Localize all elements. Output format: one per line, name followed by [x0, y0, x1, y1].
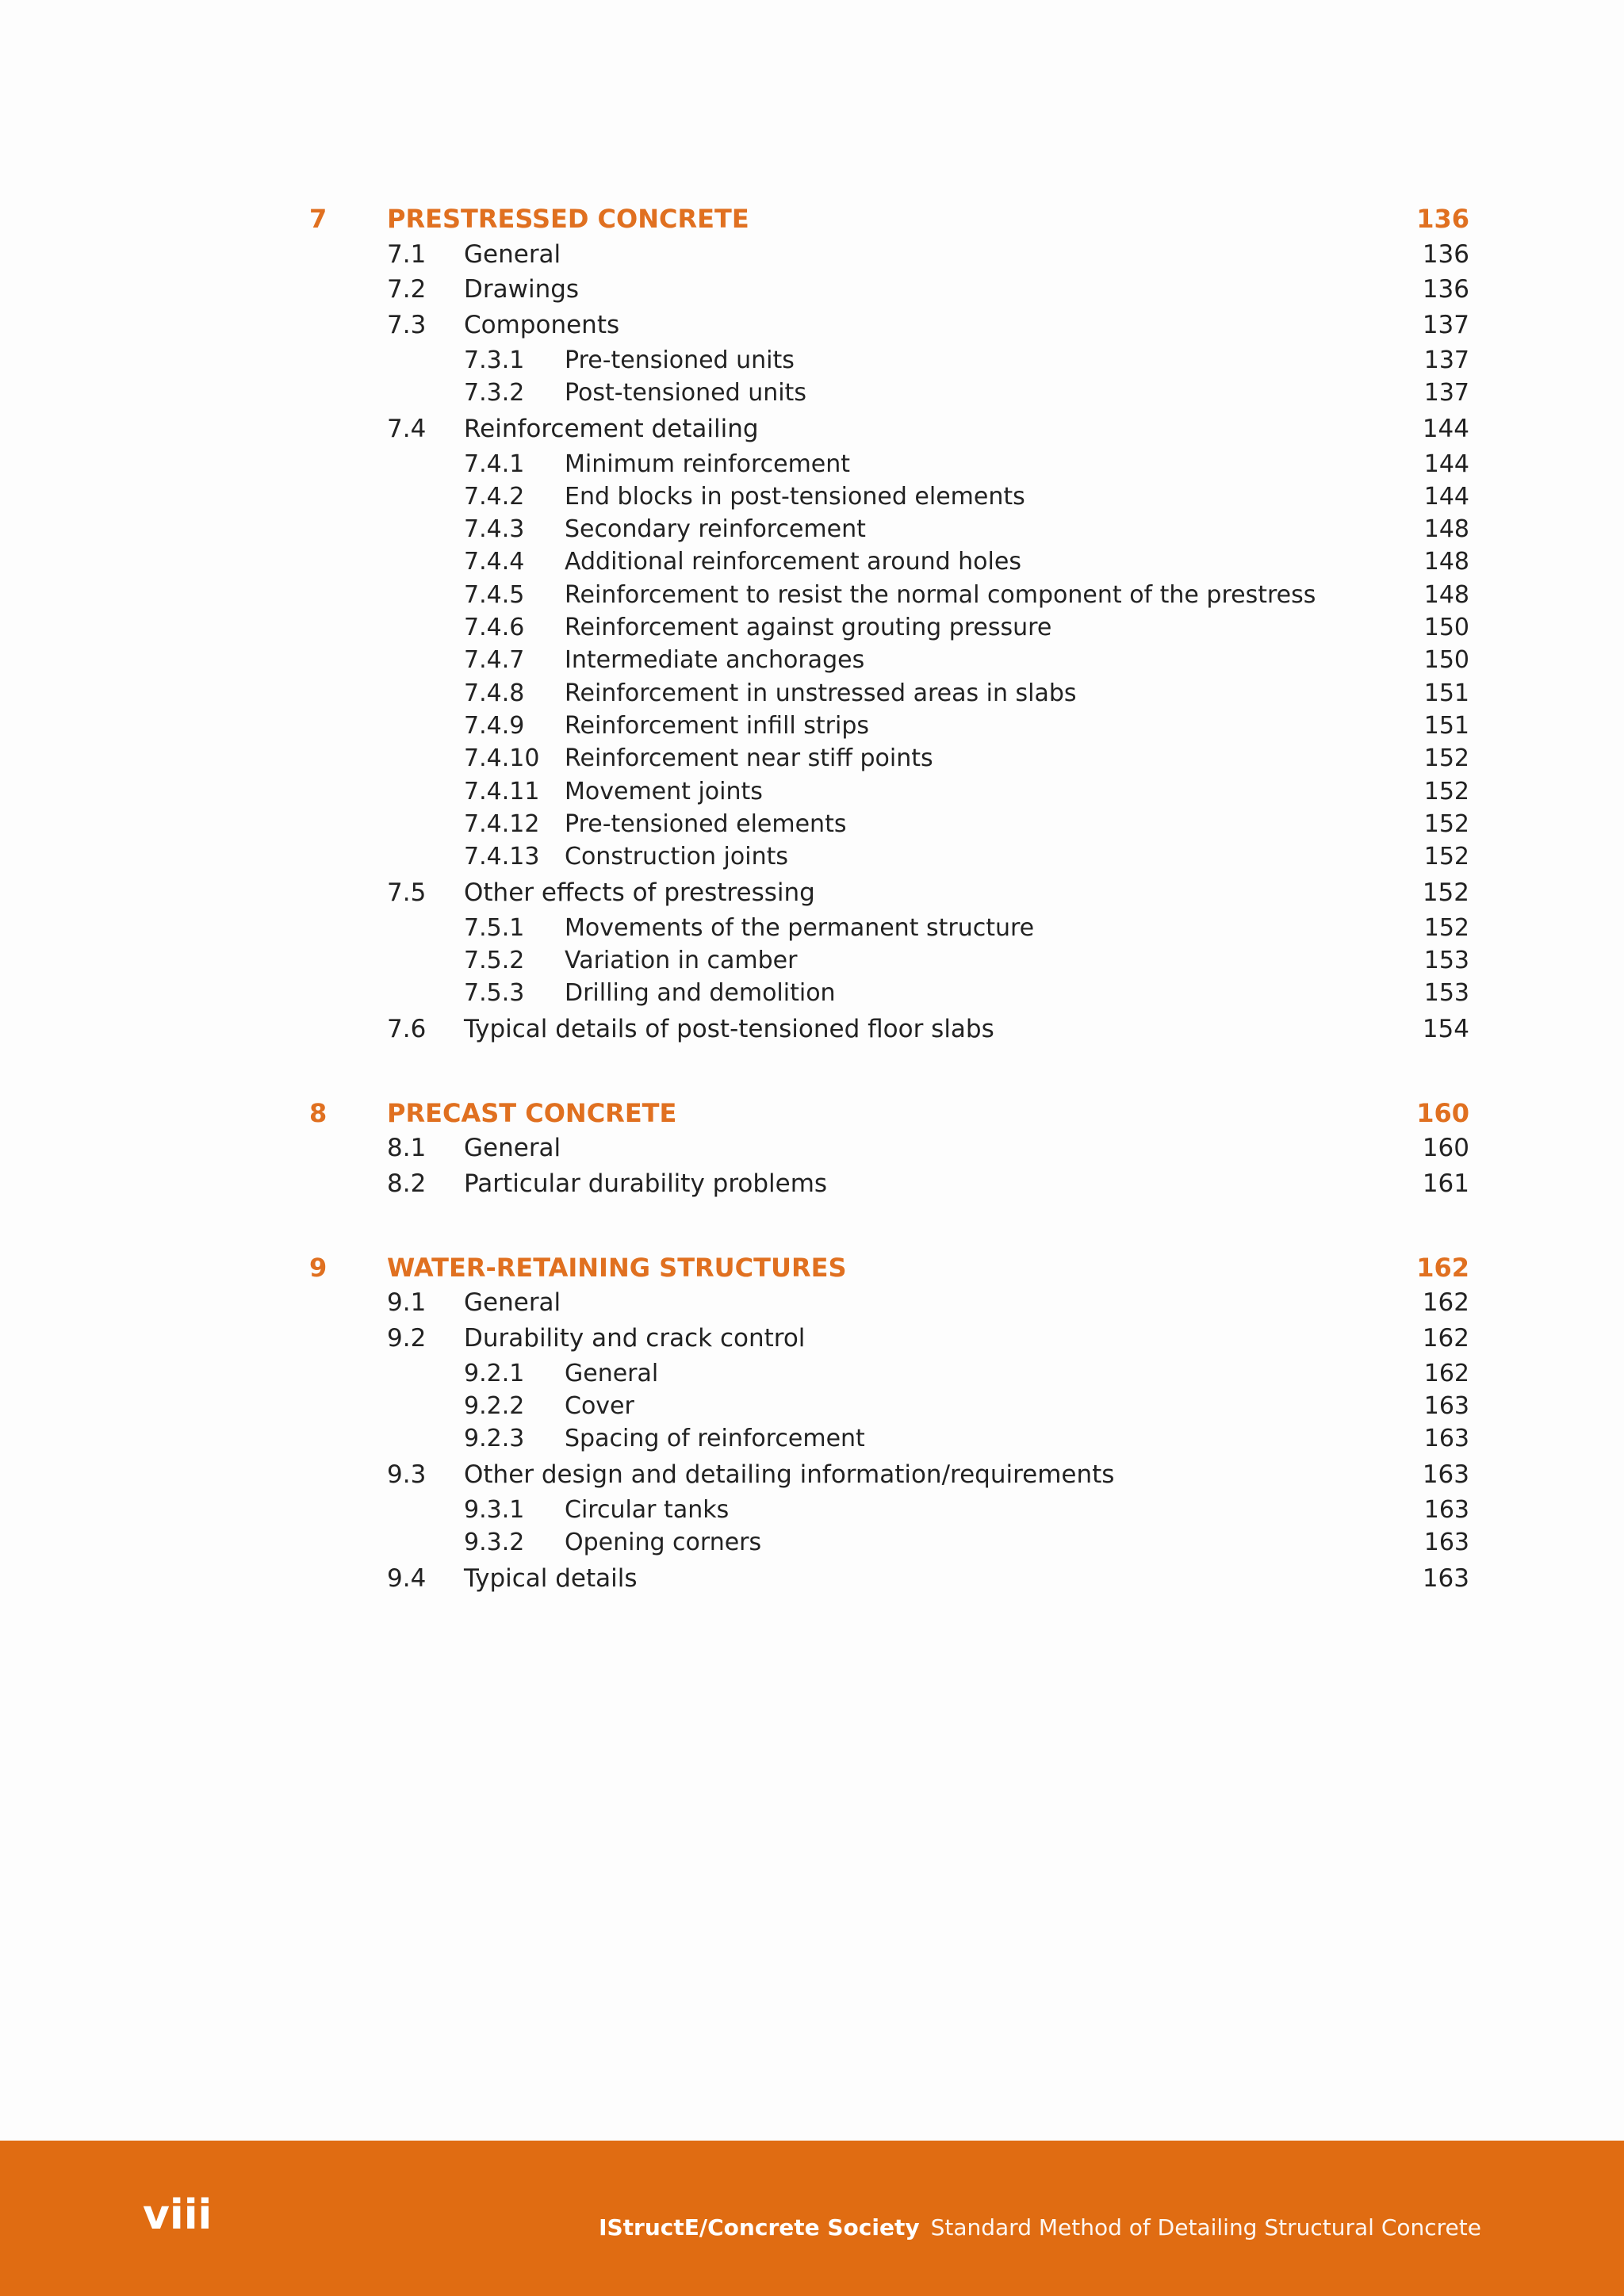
toc-entry-section — [0, 1321, 1624, 1356]
toc-number: 9.3.2 — [464, 1529, 525, 1556]
toc-page-number: 150 — [1423, 646, 1469, 675]
toc-entry-chapter — [0, 1250, 1624, 1285]
toc-entry-sub — [0, 545, 1624, 580]
toc-page-number: 136 — [1422, 239, 1469, 269]
toc-title: Additional reinforcement around holes — [565, 548, 1021, 576]
toc-page-number: 150 — [1423, 614, 1469, 641]
toc-title: Post-tensioned units — [565, 379, 806, 408]
toc-title: Typical details of post-tensioned floor slabs — [464, 1014, 994, 1043]
toc-page-number: 152 — [1423, 843, 1469, 871]
toc-title: Reinforcement infill strips — [565, 711, 870, 740]
toc-title: Components — [464, 311, 620, 340]
toc-title: Movements of the permanent structure — [565, 913, 1035, 942]
toc-page-number: 148 — [1423, 515, 1469, 544]
toc-number: 9.3 — [387, 1460, 427, 1489]
toc-page-number: 137 — [1422, 311, 1469, 340]
toc-number: 7.1 — [387, 239, 427, 269]
toc-entry-sub — [0, 840, 1624, 874]
toc-title: Construction joints — [565, 843, 788, 871]
toc-title: Other effects of prestressing — [464, 878, 815, 907]
toc-title: PRECAST CONCRETE — [387, 1097, 677, 1128]
toc-entry-chapter — [0, 201, 1624, 236]
toc-number: 7.3 — [387, 311, 427, 340]
toc-page-number: 152 — [1423, 913, 1469, 942]
toc-page-number: 136 — [1416, 204, 1469, 234]
toc-number: 7.4.6 — [464, 614, 525, 641]
toc-entry-sub — [0, 911, 1624, 946]
toc-number: 7.4.4 — [464, 548, 525, 576]
toc-number: 9.2 — [387, 1324, 427, 1353]
toc-title: PRESTRESSED CONCRETE — [387, 204, 749, 234]
toc-title: Particular durability problems — [464, 1169, 828, 1198]
toc-number: 7.5.3 — [464, 979, 525, 1008]
toc-number: 9.4 — [387, 1563, 427, 1593]
toc-page-number: 153 — [1423, 979, 1469, 1008]
toc-entry-sub — [0, 741, 1624, 776]
toc-number: 7.4.10 — [464, 744, 540, 773]
toc-title: Reinforcement near stiff points — [565, 744, 933, 773]
toc-page-number: 163 — [1423, 1392, 1469, 1420]
toc-title: Secondary reinforcement — [565, 515, 866, 544]
toc-title: Minimum reinforcement — [565, 450, 851, 478]
toc-entry-sub — [0, 376, 1624, 411]
toc-entry-sub — [0, 512, 1624, 547]
toc-title: Reinforcement in unstressed areas in slabs — [565, 679, 1077, 707]
toc-entry-sub — [0, 643, 1624, 678]
toc-page-number: 162 — [1423, 1359, 1469, 1387]
toc-page-number: 160 — [1422, 1134, 1469, 1163]
toc-page-number: 152 — [1423, 777, 1469, 806]
toc-title: General — [464, 1288, 561, 1318]
toc-page-number: 136 — [1422, 275, 1469, 304]
toc-entry-sub — [0, 578, 1624, 613]
toc-number: 7.4.11 — [464, 777, 540, 806]
running-footer — [599, 2212, 1481, 2244]
toc-number: 8.1 — [387, 1134, 427, 1163]
toc-entry-section — [0, 1457, 1624, 1492]
toc-number: 7.2 — [387, 275, 427, 304]
toc-title: Cover — [565, 1392, 634, 1420]
footer-book-title: Standard Method of Detailing Structural Concrete — [930, 2214, 1481, 2241]
toc-number: 7.5 — [387, 878, 427, 907]
toc-number: 7.5.1 — [464, 913, 525, 942]
toc-entry-section — [0, 237, 1624, 272]
toc-number: 9 — [309, 1252, 327, 1283]
toc-number: 7 — [309, 204, 327, 234]
toc-page-number: 162 — [1422, 1288, 1469, 1318]
toc-title: General — [565, 1359, 659, 1387]
toc-page-number: 154 — [1422, 1014, 1469, 1043]
toc-number: 9.1 — [387, 1288, 427, 1318]
toc-title: Intermediate anchorages — [565, 646, 865, 675]
footer-publisher: IStructE/Concrete Society — [599, 2214, 920, 2241]
toc-page-number: 153 — [1423, 946, 1469, 974]
toc-number: 9.3.1 — [464, 1495, 525, 1524]
toc-entry-sub — [0, 676, 1624, 711]
toc-entry-section — [0, 875, 1624, 910]
toc-number: 7.4.5 — [464, 580, 525, 609]
toc-entry-section — [0, 272, 1624, 307]
toc-title: Typical details — [464, 1563, 638, 1593]
toc-number: 7.3.1 — [464, 346, 525, 374]
toc-page-number: 144 — [1423, 482, 1469, 511]
toc-title: Other design and detailing information/requirements — [464, 1460, 1115, 1489]
toc-title: WATER-RETAINING STRUCTURES — [387, 1252, 847, 1283]
toc-page-number: 163 — [1423, 1529, 1469, 1556]
toc-number: 7.4.9 — [464, 711, 525, 740]
toc-number: 7.4.1 — [464, 450, 525, 478]
toc-title: Opening corners — [565, 1529, 762, 1556]
toc-title: Drilling and demolition — [565, 979, 836, 1008]
toc-number: 7.3.2 — [464, 379, 525, 408]
toc-entry-section — [0, 1166, 1624, 1201]
toc-entry-sub — [0, 480, 1624, 515]
toc-title: Spacing of reinforcement — [565, 1425, 865, 1453]
toc-entry-sub — [0, 1422, 1624, 1456]
toc-title: Drawings — [464, 275, 580, 304]
toc-number: 7.6 — [387, 1014, 427, 1043]
toc-page-number: 137 — [1423, 346, 1469, 374]
toc-entry-sub — [0, 343, 1624, 378]
toc-page-number: 160 — [1416, 1097, 1469, 1128]
toc-page-number: 163 — [1422, 1460, 1469, 1489]
toc-page-number: 152 — [1423, 809, 1469, 838]
toc-entry-chapter — [0, 1096, 1624, 1131]
toc-title: End blocks in post-tensioned elements — [565, 482, 1025, 511]
toc-page-number: 152 — [1422, 878, 1469, 907]
toc-title: General — [464, 1134, 561, 1163]
toc-number: 7.4.13 — [464, 843, 540, 871]
toc-number: 8 — [309, 1097, 327, 1128]
toc-page-number: 148 — [1423, 548, 1469, 576]
toc-page-number: 163 — [1423, 1495, 1469, 1524]
page-footer — [0, 2141, 1624, 2296]
toc-title: Reinforcement detailing — [464, 414, 759, 443]
toc-page-number: 148 — [1423, 580, 1469, 609]
toc-number: 7.4.8 — [464, 679, 525, 707]
toc-page-number: 163 — [1422, 1563, 1469, 1593]
toc-page-number: 162 — [1416, 1252, 1469, 1283]
toc-page-number: 161 — [1422, 1169, 1469, 1198]
toc-title: Reinforcement against grouting pressure — [565, 614, 1052, 641]
toc-entry-sub — [0, 807, 1624, 842]
toc-page-number: 151 — [1423, 679, 1469, 707]
toc-entry-sub — [0, 1389, 1624, 1424]
toc-number: 9.2.3 — [464, 1425, 525, 1453]
toc-number: 7.4.3 — [464, 515, 525, 544]
toc-entry-sub — [0, 775, 1624, 809]
toc-entry-section — [0, 1561, 1624, 1596]
toc-entry-sub — [0, 447, 1624, 482]
toc-title: Pre-tensioned elements — [565, 809, 847, 838]
toc-entry-section — [0, 1012, 1624, 1047]
toc-entry-sub — [0, 976, 1624, 1011]
page-folio: viii — [143, 2191, 213, 2239]
toc-entry-sub — [0, 943, 1624, 978]
toc-entry-section — [0, 411, 1624, 446]
toc-entry-sub — [0, 1525, 1624, 1560]
toc-number: 9.2.2 — [464, 1392, 525, 1420]
toc-title: Durability and crack control — [464, 1324, 806, 1353]
toc-number: 7.4.7 — [464, 646, 525, 675]
toc-title: Reinforcement to resist the normal component of the prestress — [565, 580, 1316, 609]
toc-number: 7.4 — [387, 414, 427, 443]
toc-page-number: 163 — [1423, 1425, 1469, 1453]
toc-number: 7.4.2 — [464, 482, 525, 511]
toc-entry-section — [0, 1131, 1624, 1165]
toc-title: General — [464, 239, 561, 269]
toc-entry-sub — [0, 1357, 1624, 1391]
toc-entry-sub — [0, 1493, 1624, 1528]
toc-title: Variation in camber — [565, 946, 798, 974]
toc-page-number: 144 — [1423, 450, 1469, 478]
toc-number: 7.4.12 — [464, 809, 540, 838]
toc-entry-sub — [0, 709, 1624, 744]
toc-number: 7.5.2 — [464, 946, 525, 974]
toc-entry-section — [0, 308, 1624, 342]
toc-page-number: 151 — [1423, 711, 1469, 740]
toc-title: Circular tanks — [565, 1495, 730, 1524]
toc-page-number: 162 — [1422, 1324, 1469, 1353]
toc-title: Movement joints — [565, 777, 763, 806]
toc-entry-section — [0, 1285, 1624, 1320]
toc-entry-sub — [0, 610, 1624, 645]
toc-page-number: 144 — [1422, 414, 1469, 443]
toc-page-number: 137 — [1423, 379, 1469, 408]
toc-number: 9.2.1 — [464, 1359, 525, 1387]
toc-number: 8.2 — [387, 1169, 427, 1198]
toc-title: Pre-tensioned units — [565, 346, 795, 374]
toc-page-number: 152 — [1423, 744, 1469, 773]
